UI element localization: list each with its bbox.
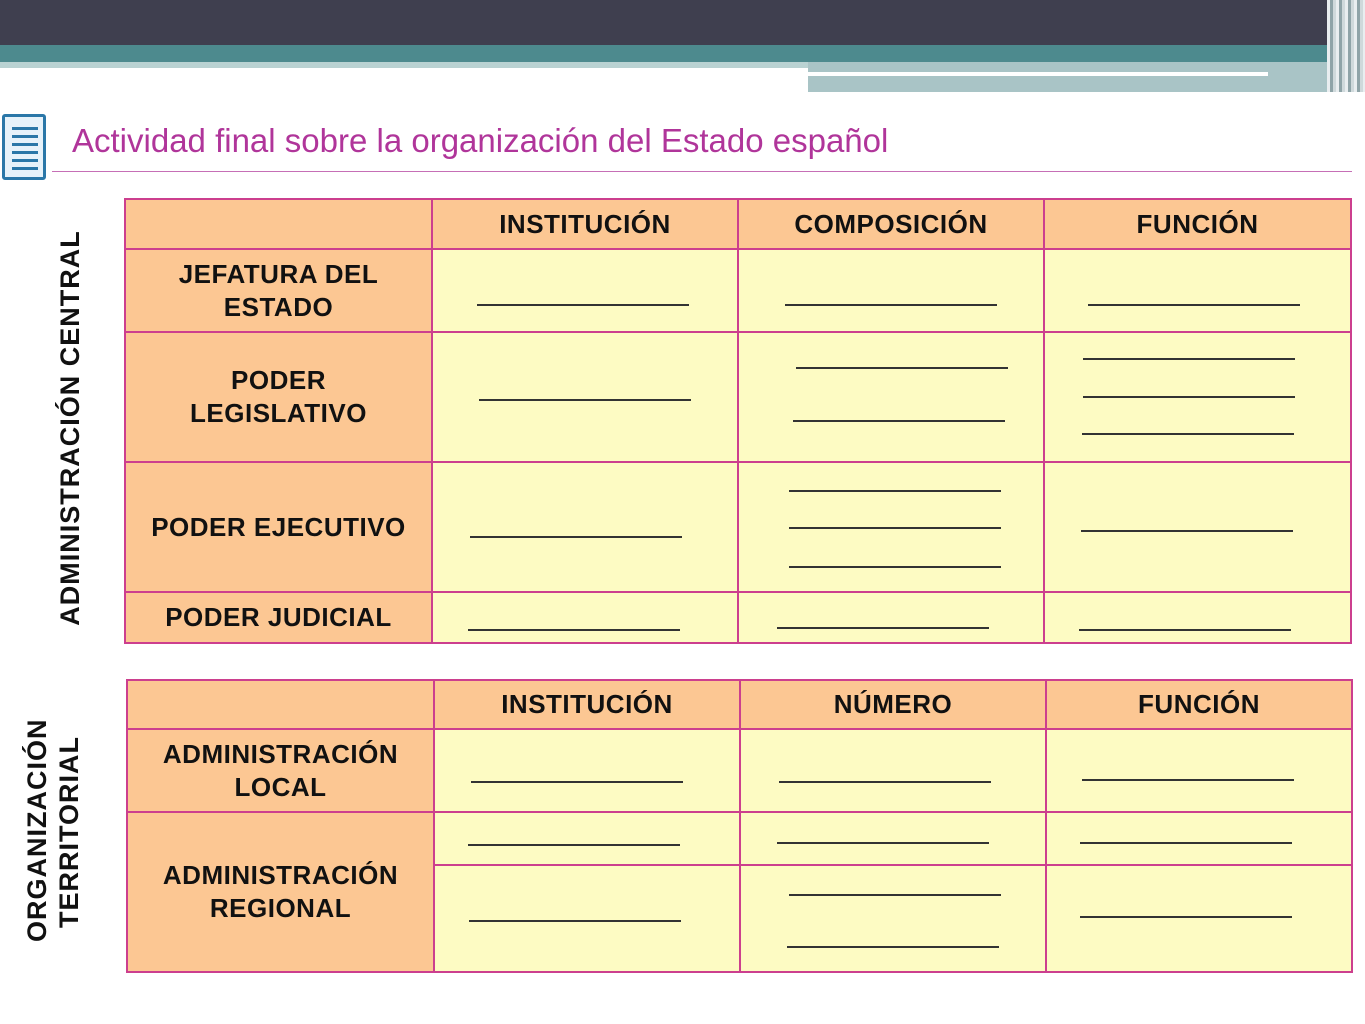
header-band-highlight <box>808 72 1268 76</box>
table-row <box>125 462 1351 592</box>
answer-cell[interactable] <box>740 729 1046 812</box>
answer-blank[interactable] <box>793 420 1005 422</box>
table-row <box>127 729 1352 812</box>
answer-blank[interactable] <box>469 920 681 922</box>
header-composicion: COMPOSICIÓN <box>738 199 1044 249</box>
answer-blank[interactable] <box>468 629 680 631</box>
answer-blank[interactable] <box>777 627 989 629</box>
answer-cell[interactable] <box>434 865 740 972</box>
table-row <box>125 332 1351 462</box>
answer-cell[interactable] <box>432 332 738 462</box>
table-row <box>125 592 1351 643</box>
answer-cell[interactable] <box>740 865 1046 972</box>
answer-cell[interactable] <box>1046 865 1352 972</box>
answer-blank[interactable] <box>1088 304 1300 306</box>
header-numero: NÚMERO <box>740 680 1046 729</box>
answer-cell[interactable] <box>1046 812 1352 865</box>
side-label-territorial: ORGANIZACIÓN TERRITORIAL <box>22 718 84 942</box>
answer-cell[interactable] <box>738 332 1044 462</box>
table-row <box>127 812 1352 865</box>
row-label-judicial: PODER JUDICIAL <box>125 592 432 643</box>
answer-blank[interactable] <box>1083 358 1295 360</box>
answer-cell[interactable] <box>738 249 1044 332</box>
side-label-central: ADMINISTRACIÓN CENTRAL <box>55 230 85 626</box>
row-label-ejecutivo: PODER EJECUTIVO <box>125 462 432 592</box>
header-band-dark <box>0 0 1365 45</box>
answer-blank[interactable] <box>777 842 989 844</box>
answer-cell[interactable] <box>432 592 738 643</box>
answer-cell[interactable] <box>434 729 740 812</box>
answer-cell[interactable] <box>740 812 1046 865</box>
answer-cell[interactable] <box>1044 249 1351 332</box>
table-central <box>124 198 1352 644</box>
header-stripes <box>1327 0 1365 92</box>
answer-blank[interactable] <box>796 367 1008 369</box>
answer-blank[interactable] <box>779 781 991 783</box>
answer-cell[interactable] <box>1044 462 1351 592</box>
answer-cell[interactable] <box>432 249 738 332</box>
table-territorial <box>126 679 1353 973</box>
answer-blank[interactable] <box>1083 396 1295 398</box>
answer-blank[interactable] <box>470 536 682 538</box>
answer-blank[interactable] <box>789 566 1001 568</box>
answer-blank[interactable] <box>468 844 680 846</box>
table-row <box>125 249 1351 332</box>
answer-blank[interactable] <box>1082 433 1294 435</box>
header-band-light-right <box>808 62 1365 92</box>
answer-blank[interactable] <box>1081 530 1293 532</box>
document-icon <box>2 114 46 180</box>
row-label-legislativo: PODER LEGISLATIVO <box>125 332 432 462</box>
answer-blank[interactable] <box>785 304 997 306</box>
answer-cell[interactable] <box>432 462 738 592</box>
header-corner <box>127 680 434 729</box>
title-divider <box>52 171 1352 172</box>
answer-blank[interactable] <box>1079 629 1291 631</box>
answer-cell[interactable] <box>434 812 740 865</box>
answer-cell[interactable] <box>1044 332 1351 462</box>
answer-blank[interactable] <box>477 304 689 306</box>
header-band-light <box>0 62 808 68</box>
page-title: Actividad final sobre la organización del Estado español <box>72 122 889 159</box>
header-funcion: FUNCIÓN <box>1046 680 1352 729</box>
answer-blank[interactable] <box>789 490 1001 492</box>
answer-blank[interactable] <box>1082 779 1294 781</box>
row-label-regional: ADMINISTRACIÓN REGIONAL <box>127 812 434 972</box>
answer-cell[interactable] <box>738 592 1044 643</box>
answer-blank[interactable] <box>789 527 1001 529</box>
answer-cell[interactable] <box>738 462 1044 592</box>
header-funcion: FUNCIÓN <box>1044 199 1351 249</box>
answer-blank[interactable] <box>1080 842 1292 844</box>
answer-blank[interactable] <box>479 399 691 401</box>
header-corner <box>125 199 432 249</box>
answer-blank[interactable] <box>787 946 999 948</box>
answer-blank[interactable] <box>789 894 1001 896</box>
answer-blank[interactable] <box>471 781 683 783</box>
row-label-jefatura: JEFATURA DEL ESTADO <box>125 249 432 332</box>
row-label-local: ADMINISTRACIÓN LOCAL <box>127 729 434 812</box>
answer-blank[interactable] <box>1080 916 1292 918</box>
answer-cell[interactable] <box>1046 729 1352 812</box>
header-band-teal <box>0 45 1365 62</box>
header-institucion: INSTITUCIÓN <box>434 680 740 729</box>
header-institucion: INSTITUCIÓN <box>432 199 738 249</box>
answer-cell[interactable] <box>1044 592 1351 643</box>
